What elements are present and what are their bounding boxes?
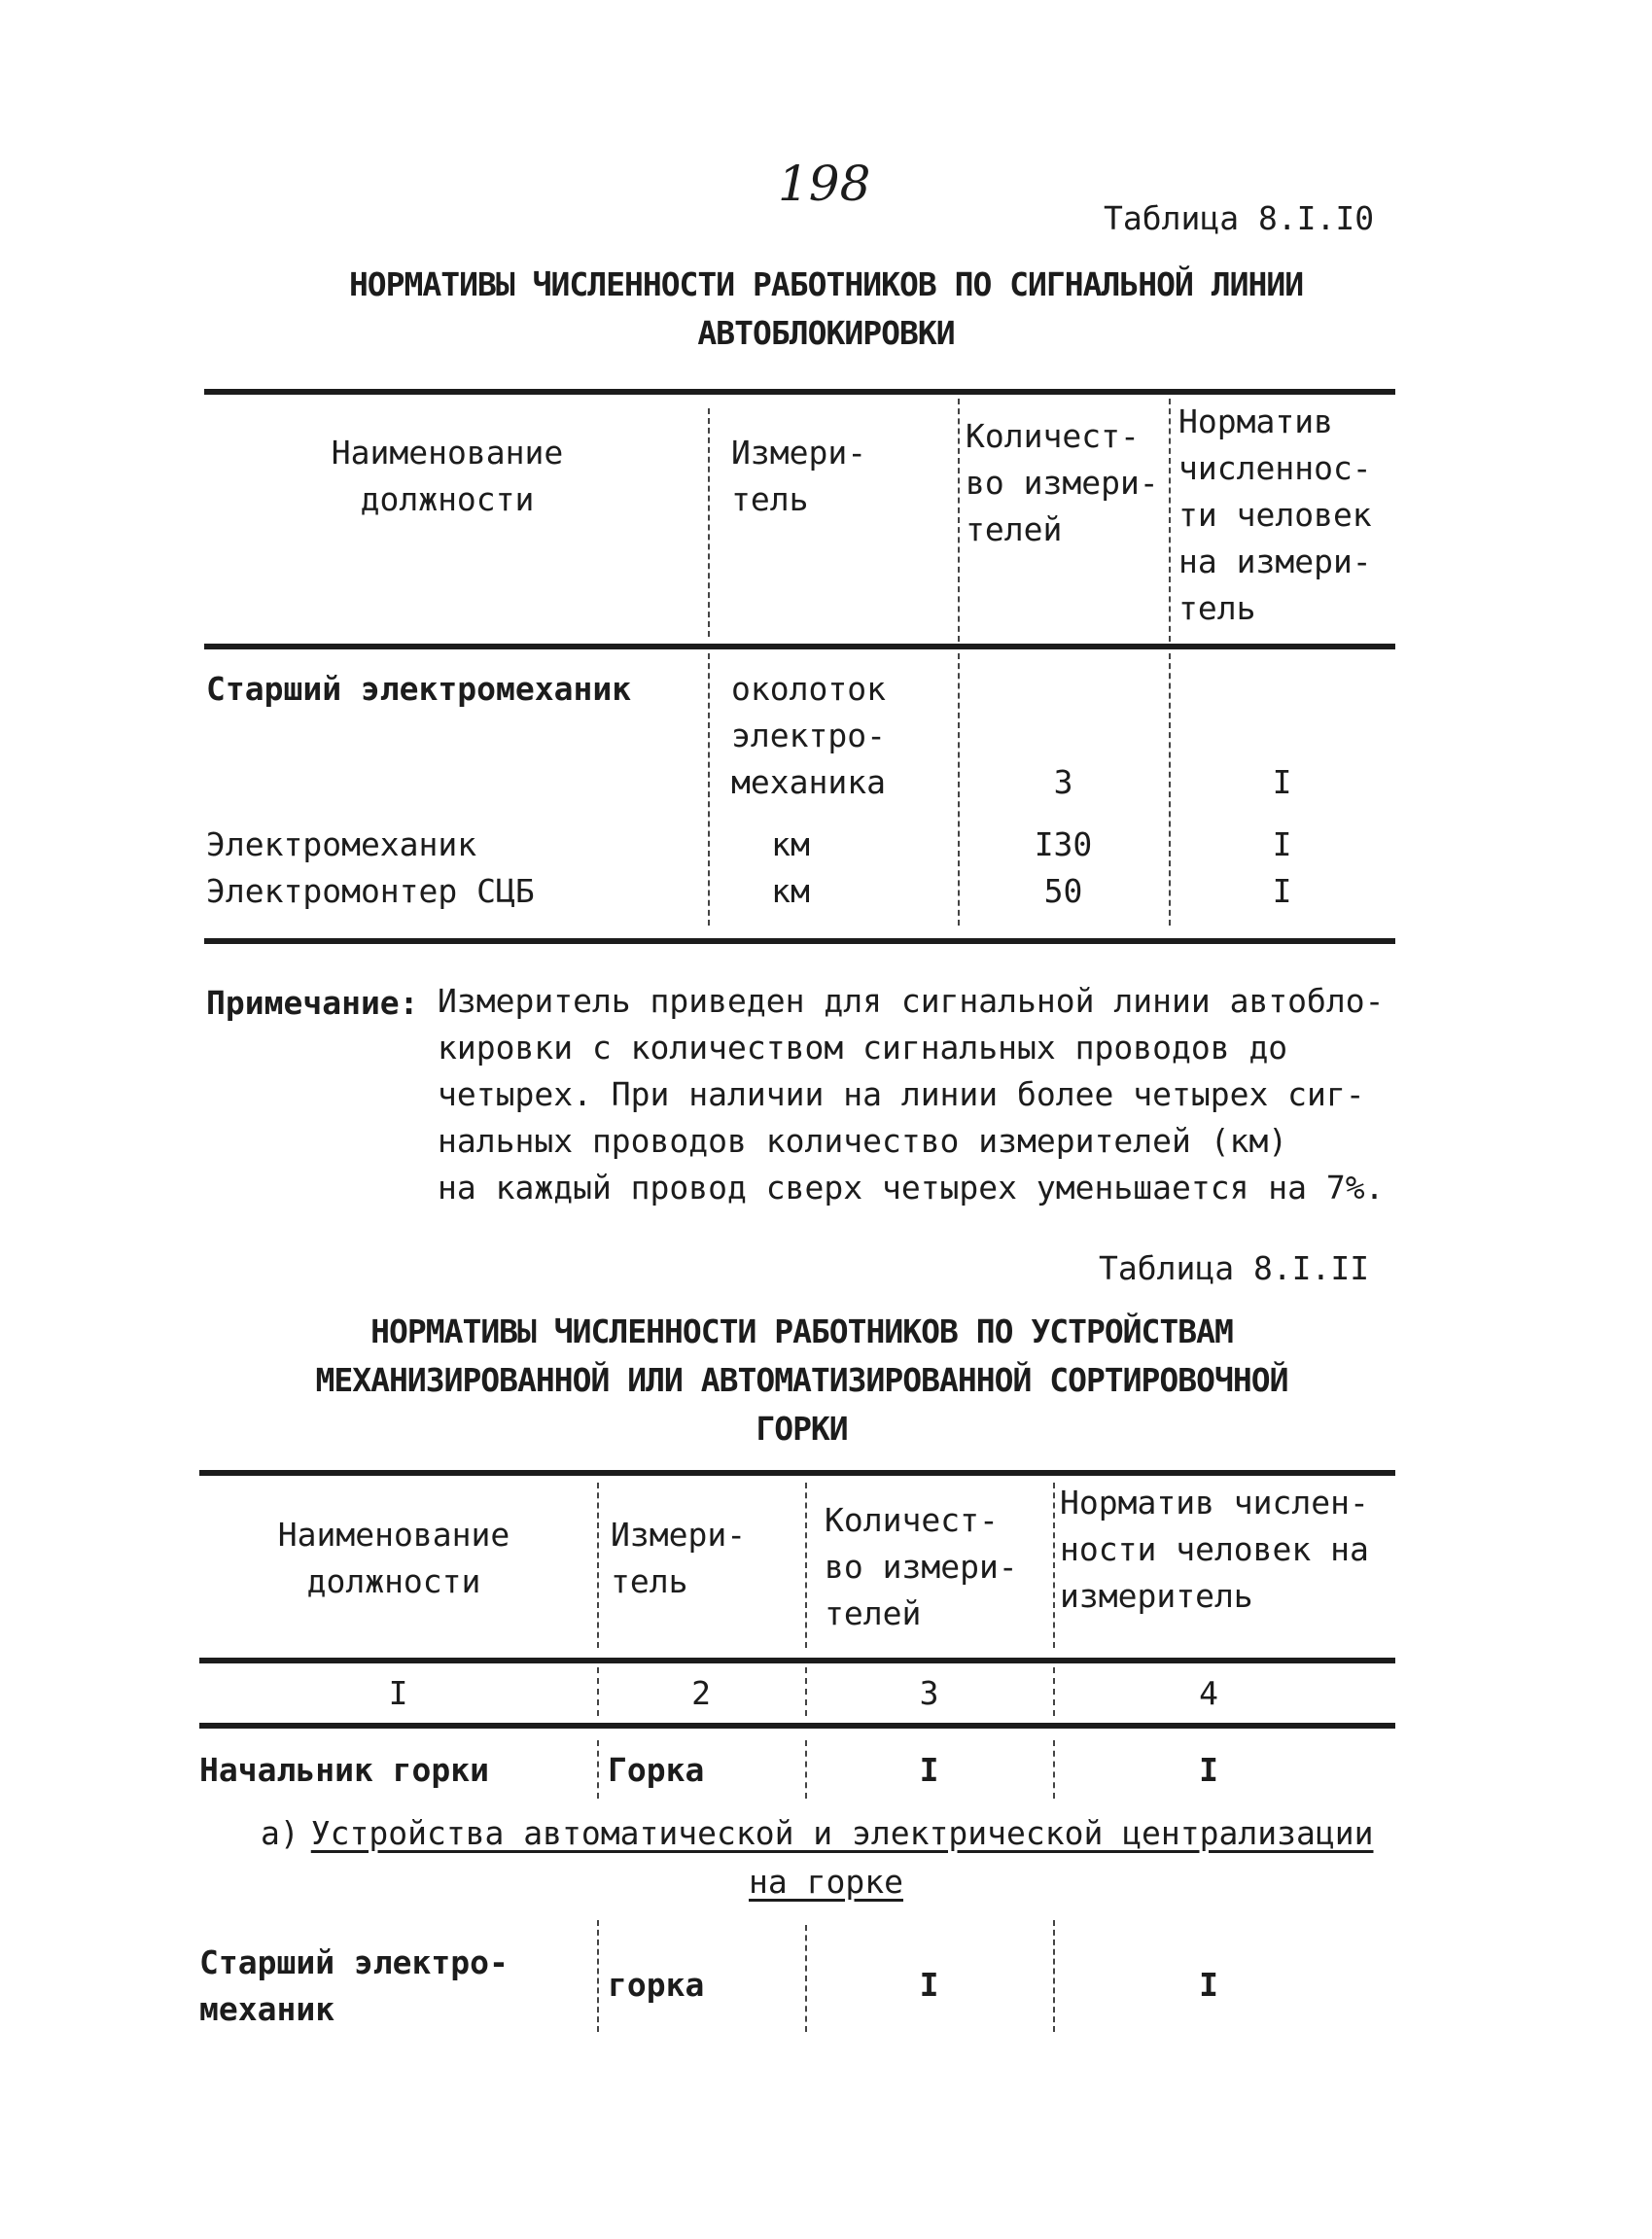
header-line: должности xyxy=(306,1562,481,1600)
table-cell-norm: I xyxy=(1272,763,1292,801)
table-cell-position xyxy=(199,1940,509,2033)
table-cell-norm: I xyxy=(1199,1966,1218,2004)
header-line: Норматив xyxy=(1178,402,1333,440)
header-line: Измери- xyxy=(611,1516,747,1554)
header-line: во измери- xyxy=(825,1548,1018,1586)
header-line: Наименование xyxy=(277,1516,510,1554)
table-cell-position: Электромонтер СЦБ xyxy=(206,872,535,910)
table1-label: Таблица 8.I.I0 xyxy=(1104,199,1375,237)
table1-col-divider xyxy=(1169,399,1171,642)
section-a-heading xyxy=(261,1810,1373,1857)
table2-title-line: МЕХАНИЗИРОВАННОЙ ИЛИ АВТОМАТИЗИРОВАННОЙ СОРТИРОВОЧНОЙ xyxy=(315,1361,1288,1399)
table-cell-count: I xyxy=(919,1966,939,2004)
header-line: измеритель xyxy=(1060,1577,1253,1615)
table2-col-divider xyxy=(805,1483,807,1648)
header-line: ности человек на xyxy=(1060,1530,1369,1568)
note-text xyxy=(438,978,1385,1211)
table-cell-norm: I xyxy=(1199,1751,1218,1789)
table-cell-count: 50 xyxy=(1043,872,1083,910)
table1-header-count xyxy=(966,413,1159,553)
table2-col-divider xyxy=(597,1740,599,1799)
header-line: Измери- xyxy=(731,434,867,472)
table2-header-count xyxy=(825,1497,1018,1637)
note-line: на каждый провод сверх четырех уменьшается на 7%. xyxy=(438,1169,1385,1207)
table2-top-rule xyxy=(199,1470,1395,1476)
note-line: нальных проводов количество измерителей (км) xyxy=(438,1122,1288,1160)
header-line: Наименование xyxy=(331,434,564,472)
table-cell-norm: I xyxy=(1272,825,1292,863)
table2-header-norm xyxy=(1060,1480,1369,1620)
table2-numbers-rule xyxy=(199,1723,1395,1729)
table-cell-unit: горка xyxy=(608,1966,705,2004)
table1-header-norm xyxy=(1178,399,1372,632)
table-cell-unit xyxy=(731,666,886,806)
table1-bottom-rule xyxy=(204,938,1395,944)
header-line: Количест- xyxy=(825,1501,999,1539)
column-number: 2 xyxy=(691,1674,711,1712)
header-line: должности xyxy=(360,480,535,518)
table-cell-position: Электромеханик xyxy=(206,825,477,863)
table2-title-line: ГОРКИ xyxy=(756,1410,848,1448)
header-line: тель xyxy=(1178,589,1256,627)
table-cell-norm: I xyxy=(1272,872,1292,910)
table2-header-unit xyxy=(611,1512,746,1605)
table1-title-line: НОРМАТИВЫ ЧИСЛЕННОСТИ РАБОТНИКОВ ПО СИГНАЛЬНОЙ ЛИНИИ xyxy=(348,265,1304,303)
table1-header-unit xyxy=(731,430,866,523)
column-number: 4 xyxy=(1199,1674,1218,1712)
table-cell-unit: км xyxy=(771,872,810,910)
note-line: Измеритель приведен для сигнальной линии автобло- xyxy=(438,982,1385,1020)
table1-title xyxy=(0,261,1652,358)
table2-label: Таблица 8.I.II xyxy=(1099,1249,1370,1287)
unit-line: электро- xyxy=(731,717,886,754)
header-line: тель xyxy=(611,1562,688,1600)
table2-title-line: НОРМАТИВЫ ЧИСЛЕННОСТИ РАБОТНИКОВ ПО УСТРОЙСТВАМ xyxy=(370,1312,1233,1350)
section-a-line: на горке xyxy=(749,1863,903,1901)
header-line: на измери- xyxy=(1178,542,1372,580)
table1-header-position xyxy=(301,430,593,523)
table2-col-divider xyxy=(597,1920,599,2032)
header-line: численнос- xyxy=(1178,449,1372,487)
table1-top-rule xyxy=(204,389,1395,395)
page-number: 198 xyxy=(778,156,871,212)
header-line: ти человек xyxy=(1178,496,1372,534)
note-line: кировки с количеством сигнальных проводов до xyxy=(438,1029,1288,1067)
section-a-prefix: а) xyxy=(261,1814,299,1852)
header-line: Количест- xyxy=(966,417,1140,455)
header-line: телей xyxy=(966,510,1063,548)
table-cell-unit: Горка xyxy=(608,1751,705,1789)
column-number: I xyxy=(388,1674,408,1712)
table2-header-rule xyxy=(199,1658,1395,1663)
table1-title-line: АВТОБЛОКИРОВКИ xyxy=(697,314,955,352)
unit-line: механика xyxy=(731,763,886,801)
table-cell-unit: км xyxy=(771,825,810,863)
table1-col-divider xyxy=(958,399,960,642)
note-label: Примечание: xyxy=(206,984,419,1022)
header-line: Норматив числен- xyxy=(1060,1484,1369,1522)
table2-header-position xyxy=(233,1512,554,1605)
table-cell-position: Старший электромеханик xyxy=(206,670,632,708)
unit-line: околоток xyxy=(731,670,886,708)
table2-col-divider xyxy=(597,1483,599,1648)
header-line: во измери- xyxy=(966,464,1159,502)
table-cell-count: I xyxy=(919,1751,939,1789)
table-cell-count: 3 xyxy=(1053,763,1073,801)
section-a-line: Устройства автоматической и электрической централизации xyxy=(310,1814,1374,1852)
table1-header-rule xyxy=(204,644,1395,649)
section-a-heading-cont xyxy=(0,1859,1652,1906)
note-line: четырех. При наличии на линии более четырех сиг- xyxy=(438,1075,1365,1113)
header-line: тель xyxy=(731,480,809,518)
position-line: Старший электро- xyxy=(199,1943,509,1981)
table2-col-divider xyxy=(1053,1483,1055,1648)
table1-col-divider xyxy=(708,408,710,637)
position-line: механик xyxy=(199,1990,335,2028)
table-cell-position: Начальник горки xyxy=(199,1751,490,1789)
table2-title xyxy=(0,1308,1628,1453)
column-number: 3 xyxy=(919,1674,939,1712)
table-cell-count: I30 xyxy=(1034,825,1093,863)
header-line: телей xyxy=(825,1594,922,1632)
